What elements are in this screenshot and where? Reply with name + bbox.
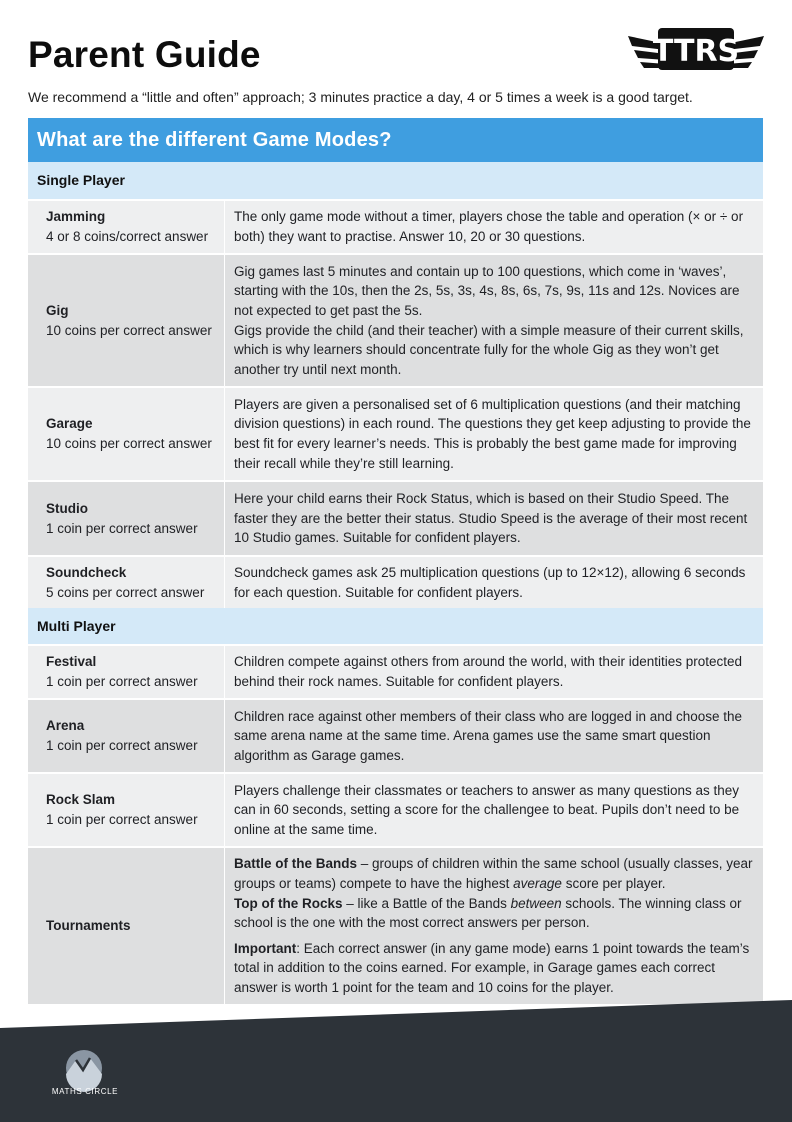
mode-name: Tournaments [46, 918, 131, 933]
mode-name: Arena [46, 718, 85, 733]
mode-row-studio [28, 480, 763, 555]
intro-text: We recommend a “little and often” approach; 3 minutes practice a day, 4 or 5 times a week is a good target. [28, 89, 693, 105]
mode-name: Soundcheck [46, 564, 127, 580]
mode-reward: 1 coin per correct answer [46, 812, 198, 827]
game-modes-table [28, 118, 763, 1004]
mode-description: Players challenge their classmates or teachers to answer as many questions as they can in 60 seconds, setting a score for the challengee to beat. Pupils don’t need to be online at the same time. [234, 782, 740, 837]
ttrs-logo [626, 22, 766, 76]
mode-description: The only game mode without a timer, players chose the table and operation (× or ÷ or both) they want to practise. Answer 10, 20 or 30 questions. [234, 209, 744, 244]
page-title: Parent Guide [28, 34, 261, 75]
mode-description: Children race against other members of their class who are logged in and choose the same arena name at the same time. Arena games use the same smart question algorithm as Garage games. [234, 708, 743, 763]
term-top-of-the-rocks: Top of the Rocks [234, 895, 343, 911]
mode-row-rock-slam [28, 772, 763, 846]
mode-row-tournaments [28, 846, 763, 1004]
mode-reward: 4 or 8 coins/correct answer [46, 229, 209, 244]
mode-name: Jamming [46, 209, 106, 224]
battle-of-the-bands-text: Battle of the Bands – groups of children within the same school (usually classes, year groups or teams) compete to have the highest average score per player. [234, 856, 753, 892]
mode-reward: 1 coin per correct answer [46, 674, 198, 689]
mode-name: Rock Slam [46, 792, 116, 807]
mode-reward: 10 coins per correct answer [46, 322, 212, 338]
mode-name: Studio [46, 500, 88, 516]
mode-row-gig [28, 253, 763, 386]
mode-reward: 1 coin per correct answer [46, 520, 198, 536]
mode-description: Gig games last 5 minutes and contain up to 100 questions, which come in ‘waves’, starting with the 10s, then the 2s, 5s, 3s, 4s, 8s, 6s, 7s, 9s, 11s and 12s. Novices are not expected to get past the 5s. [234, 263, 740, 318]
important-note: Important: Each correct answer (in any game mode) earns 1 point towards the team’s total in addition to the coins earned. For example, in Garage games each correct answer is worth 1 point for the team and 10 coins for the player. [234, 940, 750, 995]
term-important: Important [234, 940, 297, 956]
mode-row-arena [28, 698, 763, 772]
mode-reward: 10 coins per correct answer [46, 436, 212, 451]
top-of-the-rocks-text: Top of the Rocks – like a Battle of the Bands between schools. The winning class or school is the one with the most correct answers per person. [234, 895, 742, 931]
mode-reward: 1 coin per correct answer [46, 738, 198, 753]
mode-row-festival [28, 644, 763, 698]
mode-reward: 5 coins per correct answer [46, 584, 205, 600]
mode-description-extra: Gigs provide the child (and their teacher) with a simple measure of their current skills, which is why learners should concentrate fully for the whole Gig as they won’t get another try until next month. [234, 322, 744, 377]
single-player-heading: Single Player [28, 162, 763, 199]
multi-player-heading: Multi Player [28, 608, 763, 644]
mode-row-jamming [28, 199, 763, 253]
section-banner: What are the different Game Modes? [28, 118, 763, 162]
mode-name: Gig [46, 302, 69, 318]
mode-name: Garage [46, 416, 93, 431]
term-battle-of-the-bands: Battle of the Bands [234, 856, 358, 872]
mode-name: Festival [46, 654, 97, 669]
mode-row-soundcheck [28, 555, 763, 608]
mode-description: Children compete against others from around the world, with their identities protected behind their rock names. Suitable for confident players. [234, 654, 743, 689]
mode-description: Here your child earns their Rock Status, which is based on their Studio Speed. The faster they are the better their status. Studio Speed is the average of their most recent 10 Studio games. Suitable for confident players. [234, 491, 748, 546]
footer-brand: MATHS CIRCLE [51, 1087, 119, 1096]
mode-description: Players are given a personalised set of 6 multiplication questions (and their matching division questions) in each round. The questions they get keep adjusting to provide the best fit for every learner’s needs. This is probably the best game made for improving their recall while they’re still learning. [234, 396, 751, 471]
svg-text:TTRS: TTRS [652, 34, 740, 69]
mode-description: Soundcheck games ask 25 multiplication questions (up to 12×12), allowing 6 seconds for each question. Suitable for confident players. [234, 564, 746, 600]
mode-row-garage [28, 386, 763, 480]
